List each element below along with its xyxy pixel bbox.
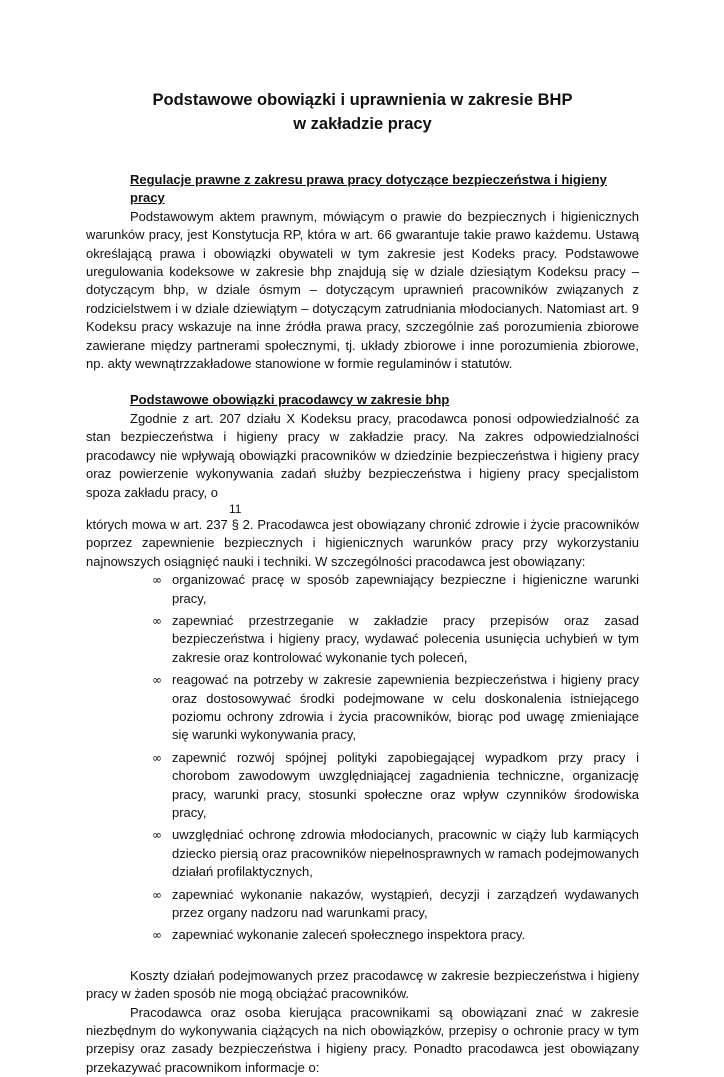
infinity-bullet-icon: ∞ bbox=[152, 573, 162, 588]
paragraph-knowledge-requirement: Pracodawca oraz osoba kierująca pracownikami są obowiązani znać w zakresie niezbędnym do wykonywania ciążących na nich obowiązków, przepisy o ochronie pracy w tym przepisy oraz zasady bezpieczeństwa i higieny pracy. Ponadto pracodawca jest obowiązany przekazywać pracownikom informacje o: bbox=[86, 1004, 639, 1075]
list-item bbox=[152, 749, 639, 823]
list-item-text: zapewnić rozwój spójnej polityki zapobiegającej wypadkom przy pracy i chorobom zawodowym uwzględniającej zagadnienia techniczne, organizację pracy, warunki pracy, stosunki społeczne oraz wpływ czynników środowiska pracy, bbox=[172, 749, 639, 820]
paragraph-employer-responsibility: Zgodnie z art. 207 działu X Kodeksu pracy, pracodawca ponosi odpowiedzialność za stan bezpieczeństwa i higieny pracy w zakładzie pracy. Na zakres odpowiedzialności pracodawcy nie wpływają obowiązki pracowników w dziedzinie bezpieczeństwa i higieny pracy oraz powierzenie wykonywania zadań służby bezpieczeństwa i higieny pracy specjalistom spoza zakładu pracy, o bbox=[86, 410, 639, 500]
spacer bbox=[86, 136, 639, 171]
list-item-text: zapewniać wykonanie nakazów, wystąpień, decyzji i zarządzeń wydawanych przez organy nadzoru nad warunkami pracy, bbox=[172, 886, 639, 921]
superscript-note: 11 bbox=[229, 501, 242, 516]
section-heading-legal-regulations: Regulacje prawne z zakresu prawa pracy dotyczące bezpieczeństwa i higieny pracy bbox=[130, 172, 607, 206]
paragraph-costs: Koszty działań podejmowanych przez pracodawcę w zakresie bezpieczeństwa i higieny pracy w żaden sposób nie mogą obciążać pracowników. bbox=[86, 967, 639, 1002]
document-title-line2: w zakładzie pracy bbox=[293, 115, 432, 133]
document-title-line1: Podstawowe obowiązki i uprawnienia w zakresie BHP bbox=[152, 91, 573, 109]
infinity-bullet-icon: ∞ bbox=[152, 673, 162, 688]
infinity-bullet-icon: ∞ bbox=[152, 750, 162, 765]
paragraph-employer-obligations: których mowa w art. 237 § 2. Pracodawca jest obowiązany chronić zdrowie i życie pracowników poprzez zapewnienie bezpiecznych i higienicznych warunków pracy przy wykorzystaniu najnowszych osiągnięć nauki i techniki. W szczególności pracodawca jest obowiązany: bbox=[86, 516, 639, 569]
paragraph-legal-regulations: Podstawowym aktem prawnym, mówiącym o prawie do bezpiecznych i higienicznych warunków pracy, jest Konstytucja RP, która w art. 66 gwarantuje takie prawo każdemu. Ustawą określającą prawa i obowiązki obywateli w tym zakresie jest Kodeks pracy. Podstawowe uregulowania kodeksowe w zakresie bhp znajdują się w dziale dziesiątym Kodeksu pracy – dotyczącym bhp, w dziale ósmym – dotyczącym uprawnień pracowników związanych z rodzicielstwem i w dziale dziewiątym – dotyczącym zatrudniania młodocianych. Natomiast art. 9 Kodeksu pracy wskazuje na inne źródła prawa pracy, szczególnie zaś porozumienia zbiorowe zawierane między partnerami społecznymi, tj. układy zbiorowe i inne porozumienia zbiorowe, np. akty wewnątrzzakładowe stanowione w formie regulaminów i statutów. bbox=[86, 208, 639, 372]
list-item-text: zapewniać wykonanie zaleceń społecznego inspektora pracy. bbox=[172, 927, 526, 943]
spacer bbox=[86, 373, 639, 391]
duties-list bbox=[86, 571, 639, 945]
infinity-bullet-icon: ∞ bbox=[152, 887, 162, 902]
list-item bbox=[152, 826, 639, 881]
list-item bbox=[152, 571, 639, 608]
section-heading-employer-duties: Podstawowe obowiązki pracodawcy w zakresie bhp bbox=[130, 392, 450, 408]
list-item bbox=[152, 671, 639, 745]
spacer bbox=[86, 949, 639, 967]
list-item-text: organizować pracę w sposób zapewniający bezpieczne i higieniczne warunki pracy, bbox=[172, 572, 639, 606]
list-item bbox=[152, 886, 639, 923]
infinity-bullet-icon: ∞ bbox=[152, 613, 162, 628]
infinity-bullet-icon: ∞ bbox=[152, 828, 162, 843]
list-item-text: uwzględniać ochronę zdrowia młodocianych, pracownic w ciąży lub karmiących dziecko piersią oraz pracowników niepełnosprawnych w ramach podejmowanych działań profilaktycznych, bbox=[172, 827, 639, 880]
list-item-text: zapewniać przestrzeganie w zakładzie pracy przepisów oraz zasad bezpieczeństwa i higieny pracy, wydawać polecenia usunięcia uchybień w tym zakresie oraz kontrolować wykonanie tych poleceń, bbox=[172, 612, 639, 665]
list-item-text: reagować na potrzeby w zakresie zapewnienia bezpieczeństwa i higieny pracy oraz dostosowywać środki podejmowane w celu doskonalenia istniejącego poziomu ochrony zdrowia i życia pracowników, biorąc pod uwagę zmieniające się warunki wykonywania pracy, bbox=[172, 672, 639, 743]
document-page bbox=[86, 88, 639, 1077]
document-title bbox=[86, 88, 639, 136]
infinity-bullet-icon: ∞ bbox=[152, 928, 162, 943]
list-item bbox=[152, 926, 639, 944]
list-item bbox=[152, 612, 639, 667]
